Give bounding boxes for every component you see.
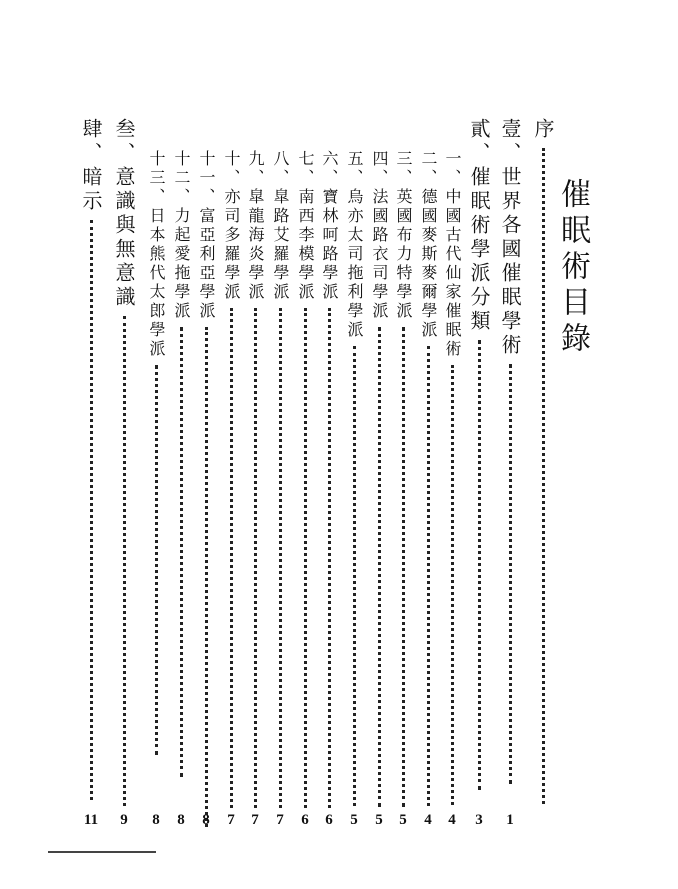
entry-label: 七、南西李模學派 <box>296 150 315 302</box>
toc-entry <box>111 118 137 828</box>
toc-entry <box>341 150 367 828</box>
toc-entry <box>193 150 219 827</box>
dot-leader <box>205 327 208 827</box>
toc-entry <box>390 150 416 828</box>
dot-leader <box>123 316 126 806</box>
entry-label: 二、德國麥斯麥爾學派 <box>419 150 438 340</box>
dot-leader <box>90 220 93 800</box>
entry-label: 九、皐龍海炎學派 <box>246 150 265 302</box>
entry-label: 十二、力起愛拖學派 <box>172 150 191 321</box>
entry-page: 8 <box>152 812 160 828</box>
entry-label: 六、寶林呵路學派 <box>320 150 339 302</box>
entry-page: 5 <box>399 812 407 828</box>
entry-page: 7 <box>276 812 284 828</box>
dot-leader <box>304 308 307 808</box>
toc-entry <box>530 118 556 804</box>
entry-page: 8 <box>177 812 185 828</box>
toc-entry <box>218 150 244 828</box>
entry-label: 三、英國布力特學派 <box>394 150 413 321</box>
dot-leader <box>509 364 512 784</box>
toc-entry <box>439 150 465 828</box>
entry-page: 6 <box>325 812 333 828</box>
entry-label: 壹、世界各國催眠學術 <box>498 118 522 358</box>
dot-leader <box>254 308 257 808</box>
entry-page: 4 <box>424 812 432 828</box>
entry-label: 八、皐路艾羅學派 <box>271 150 290 302</box>
toc-entry <box>366 150 392 828</box>
toc-entry <box>168 150 194 828</box>
toc-entry <box>316 150 342 828</box>
dot-leader <box>478 340 481 790</box>
dot-leader <box>328 308 331 808</box>
entry-page: 1 <box>506 812 514 828</box>
dot-leader <box>180 327 183 777</box>
toc-entry <box>466 118 492 828</box>
toc-entry <box>415 150 441 828</box>
entry-label: 一、中國古代仙家催眠術 <box>443 150 462 359</box>
entry-page: 5 <box>375 812 383 828</box>
dot-leader <box>402 327 405 807</box>
dot-leader <box>427 346 430 806</box>
entry-page: 4 <box>448 812 456 828</box>
toc-entry <box>143 150 169 828</box>
dot-leader <box>230 308 233 808</box>
entry-label: 十、亦司多羅學派 <box>222 150 241 302</box>
toc-entry <box>292 150 318 828</box>
dot-leader <box>451 365 454 805</box>
entry-page: 6 <box>301 812 309 828</box>
entry-page: 3 <box>475 812 483 828</box>
entry-label: 十三、日本熊代太郎學派 <box>147 150 166 359</box>
dot-leader <box>155 365 158 755</box>
entry-label: 四、法國路衣司學派 <box>370 150 389 321</box>
footer-rule <box>48 851 156 853</box>
entry-label: 貳、催眠術學派分類 <box>467 118 491 334</box>
toc-entry <box>242 150 268 828</box>
entry-label: 十一、富亞利亞學派 <box>197 150 216 321</box>
entry-label: 五、烏亦太司拖利學派 <box>345 150 364 340</box>
entry-label: 叁、意識與無意識 <box>112 118 136 310</box>
dot-leader <box>542 148 545 804</box>
entry-page: 9 <box>120 812 128 828</box>
entry-page: 7 <box>251 812 259 828</box>
toc-entry <box>78 118 104 828</box>
entry-page: 11 <box>83 812 99 828</box>
toc-entry <box>497 118 523 828</box>
dot-leader <box>378 327 381 807</box>
dot-leader <box>279 308 282 808</box>
entry-page: 5 <box>350 812 358 828</box>
dot-leader <box>353 346 356 806</box>
entry-page: 7 <box>227 812 235 828</box>
toc-entry <box>267 150 293 828</box>
entry-page: 8 <box>202 812 210 828</box>
page-title: 催眠術目錄 <box>555 178 590 358</box>
entry-label: 序 <box>531 118 555 142</box>
entry-label: 肆、暗示 <box>79 118 103 214</box>
